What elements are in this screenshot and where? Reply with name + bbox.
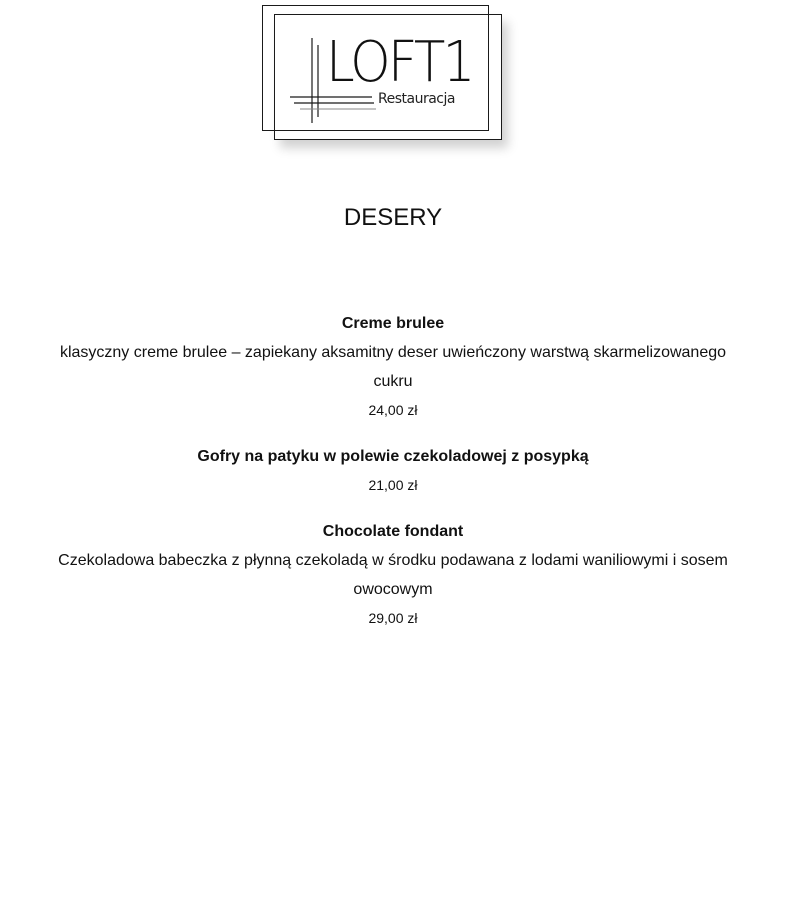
item-description: Czekoladowa babeczka z płynną czekoladą w środku podawana z lodami waniliowymi i sosem owocowym [58, 552, 728, 598]
menu-item [0, 443, 786, 499]
item-description: klasyczny creme brulee – zapiekany aksamitny deser uwieńczony warstwą skarmelizowanego cukru [59, 344, 727, 390]
section-title: DESERY [343, 204, 443, 231]
item-price: 21,00 zł [368, 477, 418, 493]
menu-item [0, 518, 786, 632]
logo-subtitle: Restauracja [378, 91, 455, 107]
item-price: 24,00 zł [368, 402, 418, 418]
item-name: Gofry na patyku w polewie czekoladowej z posypką [197, 448, 589, 465]
menu-item [0, 310, 786, 424]
item-price: 29,00 zł [368, 610, 418, 626]
item-name: Creme brulee [341, 315, 445, 332]
logo-wordmark: LOFT1 [326, 30, 473, 95]
item-name: Chocolate fondant [322, 523, 464, 540]
restaurant-logo [262, 5, 532, 155]
dessert-menu [0, 310, 786, 651]
